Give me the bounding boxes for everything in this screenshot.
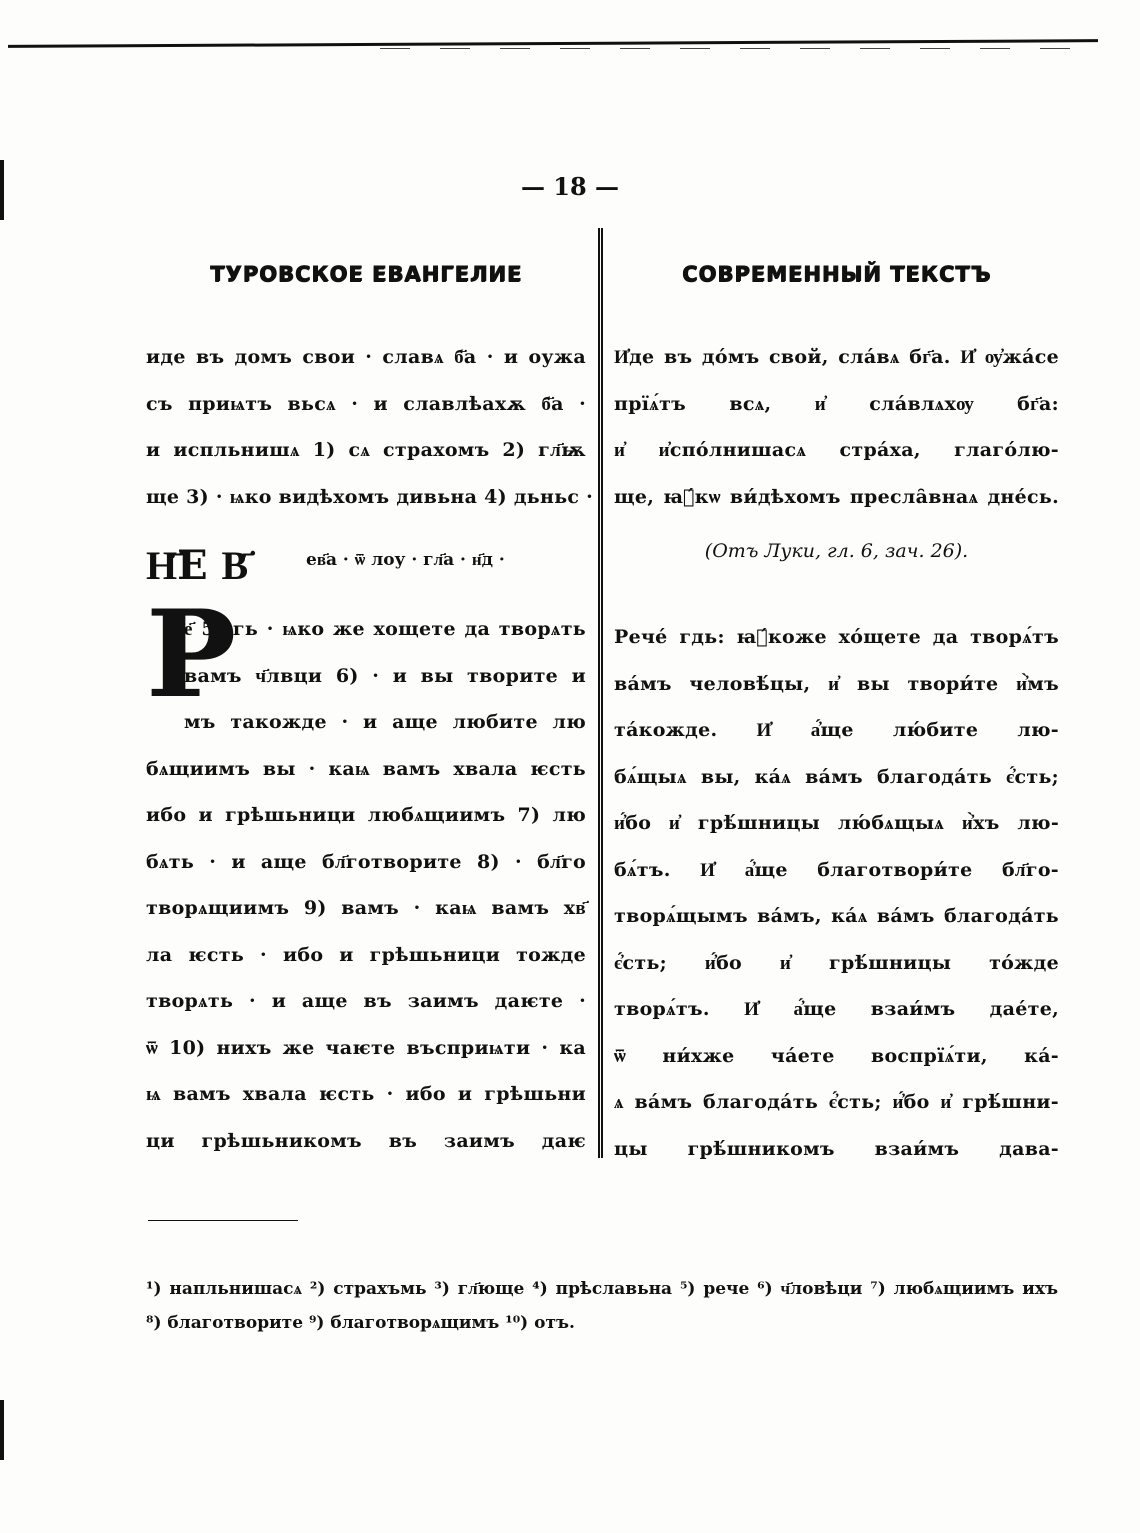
footnote-line: ¹) напльнишасѧ ²) страхъмь ³) гл҃юще ⁴) прѣславьна ⁵) рече ⁶) ч҃ловѣци ⁷) любѧщиимъ ихъ [146, 1279, 1058, 1299]
text-line: съ приѩтъ вьсѧ · и славлѣахѫ б҃а · [146, 392, 586, 415]
right-column-title: СОВРЕМЕННЫЙ ТЕКСТЪ [681, 262, 992, 286]
left-column-title: ТУРОВСКОЕ ЕВАНГЕЛИЕ [209, 262, 523, 286]
text-line: ѩ вамъ хвала ѥсть · ибо и грѣшьни [146, 1083, 586, 1105]
right-text-top [614, 334, 1059, 520]
right-column [614, 262, 1059, 1172]
right-text-bottom [614, 614, 1059, 1172]
right-rubric: (Отъ Луки, гл. 6, зач. 26). [704, 540, 969, 562]
text-line: Рече́ гдь: ꙗ҆́коже хо́щете да творѧ́тъ [614, 626, 1059, 648]
text-line: ци грѣшьникомъ въ заимъ даѥ [146, 1129, 586, 1152]
text-line: творѧть · и аще въ заимъ даѥте · [146, 990, 586, 1012]
text-line: иде въ домъ свои · славѧ б҃а · и оужа [146, 346, 586, 368]
text-line: ва́мъ человѣ́цы, и҆ вы твори́те и҆̀мъ [614, 672, 1059, 695]
page-number: — 18 — [520, 172, 620, 201]
page-top-rule [8, 39, 1098, 48]
text-line: и҆́бо и҆ грѣ́шницы лю́бѧщыѧ и҆̀хъ лю- [614, 812, 1059, 834]
text-line: бѧ́щыѧ вы, ка́ѧ ва́мъ благода́ть є҆́сть; [614, 765, 1059, 788]
left-rubric [146, 520, 586, 606]
text-line: И҆де въ до́мъ свой, сла́вѧ бг҃а. И҆ ѹ҆жа́се [614, 346, 1059, 368]
column-divider [598, 228, 603, 1158]
rubric-numerals: Н҃Е В҃ [146, 542, 249, 589]
text-line: є҆́сть; и҆́бо и҆ грѣ́шницы то́жде [614, 951, 1059, 974]
text-line: ибо и грѣшьници любѧщиимъ 7) лю [146, 804, 586, 826]
text-line: мъ такожде · и аще любите лю [184, 711, 586, 733]
text-line: ла ѥсть · ибо и грѣшьници тожде [146, 943, 586, 966]
text-line: и҆ и҆спо́лнишасѧ стра́ха, глаго́лю- [614, 439, 1059, 461]
left-column [146, 262, 594, 1164]
footnote-line: ⁸) благотворите ⁹) благотворѧщимъ ¹⁰) отъ. [146, 1313, 575, 1333]
footnote-rule [148, 1220, 298, 1221]
text-line: бѧ́тъ. И҆ а҆́ще благотвори́те бл҃го- [614, 858, 1059, 881]
text-line: и испльнишѧ 1) сѧ страхомъ 2) гл҃ѭ [146, 439, 586, 461]
text-line: бѧщиимъ вы · каѩ вамъ хвала ѥсть [146, 757, 586, 780]
text-line: прїѧ́тъ всѧ, и҆ сла́влѧхѹ бг҃а: [614, 392, 1059, 415]
text-line: ѧ ва́мъ благода́ть є҆́сть; и҆́бо и҆ грѣ́шни- [614, 1091, 1059, 1113]
text-line: вамъ ч҃лвци 6) · и вы творите и [184, 664, 586, 687]
text-line: ще, ꙗ҆́кѡ ви́дѣхомъ пресла̑внаѧ дне́сь. [614, 485, 1059, 508]
text-line: ѿ ни́хже ча́ете воспрїѧ́ти, ка́- [614, 1044, 1059, 1067]
text-line: творѧ́щымъ ва́мъ, ка́ѧ ва́мъ благода́ть [614, 905, 1059, 927]
text-line: та́кожде. И҆ а҆́ще лю́бите лю- [614, 719, 1059, 741]
page-top-rule-faint [380, 48, 1080, 49]
text-line: творѧщиимъ 9) вамъ · каѩ вамъ хв҃ [146, 897, 586, 919]
footnotes [146, 1272, 1058, 1340]
left-text-top [146, 334, 594, 520]
text-line: е҃ 5) гь · ѩко же хощете да творѧть [184, 618, 586, 640]
drop-initial: Р [146, 584, 237, 725]
scan-edge-mark [0, 1400, 4, 1460]
text-line: ѿ 10) нихъ же чаѥте въсприѩти · ка [146, 1036, 586, 1059]
text-line: ще 3) · ѩко видѣхомъ дивьна 4) дьньс · [146, 485, 594, 508]
rubric-reference: ев҃а · ѿ лоу · гл҃а · н҃д · [306, 550, 505, 570]
text-line: бѧть · и аще бл҃готворите 8) · бл҃го [146, 850, 586, 873]
left-text-bottom [146, 584, 586, 1164]
text-line: творѧ́тъ. И҆ а҆́ще взаи́мъ дае́те, [614, 998, 1059, 1020]
text-line: цы грѣ́шникомъ взаи́мъ дава- [614, 1137, 1059, 1160]
